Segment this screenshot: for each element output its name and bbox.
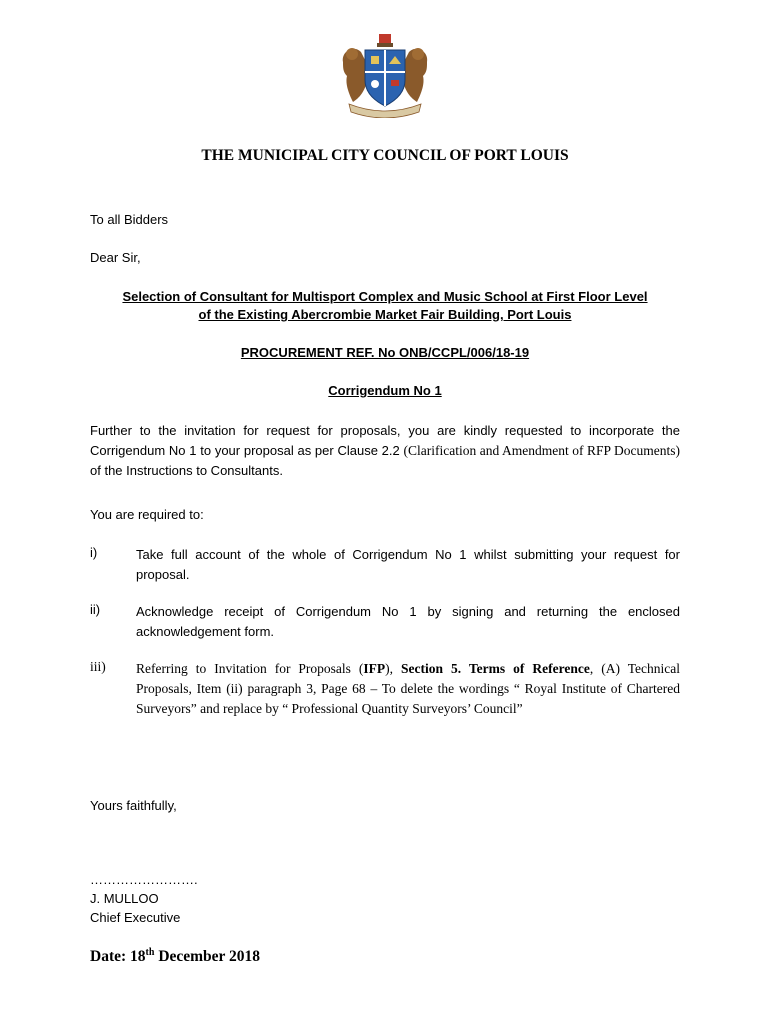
date-rest: December 2018: [154, 948, 261, 966]
list-item-text: Acknowledge receipt of Corrigendum No 1 by signing and returning the enclosed acknowledgement form.: [136, 604, 680, 639]
item3-text-e: , (A) Technical Proposals, Item (ii) paragraph 3, Page 68 – To delete the wordings “ Royal Institute of Chartered Surveyors” and replace by “ Professional Quantity Surveyors’ Council”: [136, 661, 680, 716]
requirements-intro: You are required to:: [90, 507, 204, 522]
intro-text-2: of the Instructions to Consultants.: [90, 463, 283, 478]
coat-of-arms-icon: [335, 32, 435, 118]
procurement-reference: PROCUREMENT REF. No ONB/CCPL/006/18-19: [240, 345, 530, 360]
intro-paragraph: [90, 421, 680, 481]
coat-of-arms-logo: [335, 32, 435, 118]
item3-text-a: Referring to Invitation for Proposals (: [136, 661, 364, 676]
list-item-text: [136, 659, 680, 719]
subject-heading: [90, 288, 680, 324]
council-title: THE MUNICIPAL CITY COUNCIL OF PORT LOUIS: [201, 147, 569, 164]
date-ordinal: th: [145, 947, 155, 958]
recipient-line: To all Bidders: [90, 212, 169, 227]
item3-text-c: ),: [385, 661, 402, 676]
corrigendum-heading: Corrigendum No 1: [328, 383, 442, 398]
date-prefix: Date: 18: [90, 948, 146, 966]
signer-title: Chief Executive: [90, 910, 181, 925]
subject-line-1: Selection of Consultant for Multisport Complex and Music School at First Floor Level: [122, 289, 648, 304]
signer-name: J. MULLOO: [90, 891, 159, 906]
list-item-text: Take full account of the whole of Corrigendum No 1 whilst submitting your request for proposal.: [136, 547, 680, 582]
list-item-number: iii): [90, 659, 106, 674]
intro-text-1: Further to the invitation for request for proposals, you are kindly requested to incorporate the Corrigendum No 1 to your proposal as per Clause 2.2: [90, 423, 680, 458]
closing-line: Yours faithfully,: [90, 798, 177, 813]
letter-date: [90, 947, 260, 966]
list-item-number: ii): [90, 602, 101, 617]
item3-ifp: IFP: [363, 661, 386, 676]
item3-section: Section 5. Terms of Reference: [401, 661, 590, 676]
intro-clause: (Clarification and Amendment of RFP Documents): [403, 443, 680, 458]
subject-line-2: of the Existing Abercrombie Market Fair Building, Port Louis: [198, 307, 572, 322]
greeting-line: Dear Sir,: [90, 250, 141, 265]
list-item-number: i): [90, 545, 98, 560]
signature-line: …………………….: [90, 872, 198, 887]
